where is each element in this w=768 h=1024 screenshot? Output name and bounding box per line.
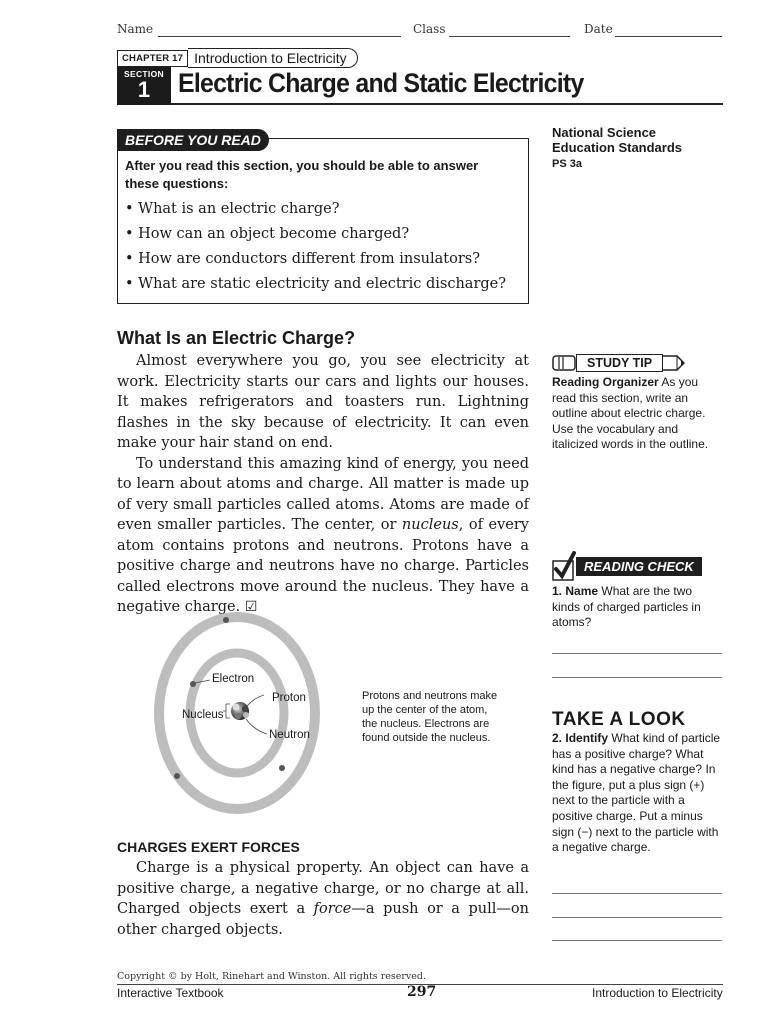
term-nucleus: nucleus: [401, 517, 459, 533]
paragraph-text: , of every atom contains protons and neutrons. Protons have a positive charge and neutrons have no charge. Particles called electrons move around the nucleus. They have a negative charge.: [117, 517, 529, 615]
question-item: • What are static electricity and electric discharge?: [125, 276, 507, 292]
question-item: • How can an object become charged?: [125, 226, 410, 242]
subheading: CHARGES EXERT FORCES: [117, 839, 300, 855]
label-neutron: Neutron: [269, 729, 310, 741]
standards-code: PS 3a: [552, 158, 582, 170]
paragraph-text: —a push or a pull—on other charged objects.: [117, 901, 529, 938]
pencil-eraser-icon: [552, 355, 576, 371]
footer-left: Interactive Textbook: [117, 986, 224, 1000]
chapter-title: Introduction to Electricity: [188, 48, 358, 68]
section-label: SECTION: [124, 69, 164, 79]
paragraph: [117, 858, 529, 940]
electron-dot: [174, 773, 180, 779]
chapter-tab: CHAPTER 17: [117, 50, 188, 67]
answer-line[interactable]: [552, 677, 722, 678]
section-badge: [117, 67, 171, 105]
electron-dot: [223, 617, 229, 623]
electron-dot: [190, 681, 196, 687]
label-electron: Electron: [212, 673, 255, 685]
before-you-read-box: [117, 132, 529, 304]
nucleus-icon: [231, 702, 249, 720]
date-field[interactable]: [615, 36, 722, 37]
before-you-read-tag: BEFORE YOU READ: [117, 129, 269, 151]
pencil-tip-icon: [663, 355, 685, 371]
question-text: What are the two kinds of charged particles in atoms?: [552, 584, 701, 630]
answer-line[interactable]: [552, 653, 722, 654]
class-field[interactable]: [449, 36, 570, 37]
question-lead: Name: [565, 584, 599, 598]
before-you-read-intro: After you read this section, you should be able to answer these questions:: [125, 158, 479, 191]
label-nucleus: Nucleus: [182, 709, 224, 721]
reading-check-tag: READING CHECK: [576, 557, 702, 576]
question-lead: Identify: [565, 731, 609, 745]
question-item: • What is an electric charge?: [125, 201, 340, 217]
question-number: 2.: [552, 731, 563, 745]
reading-check-marker-icon: ☑: [244, 599, 258, 615]
page-number: 297: [407, 984, 437, 1000]
electron-dot: [279, 765, 285, 771]
checkmark-icon: [552, 551, 576, 581]
question-text: What kind of particle has a positive charge? What kind has a negative charge? In the figure, put a plus sign (+) next to the particle with a positive charge. Put a minus sign (−) next to the particle with a negative charge.: [552, 731, 721, 855]
name-label: Name: [117, 22, 154, 36]
paragraph-text: Charge is a physical property. An object can have a positive charge, a negative charge, or no charge at all. Charged objects exert a: [117, 860, 529, 917]
take-a-look-question: [552, 731, 724, 856]
question-item: • How are conductors different from insulators?: [125, 251, 481, 267]
class-label: Class: [413, 22, 446, 36]
copyright: Copyright © by Holt, Rinehart and Winston. All rights reserved.: [117, 971, 426, 982]
paragraph-text: To understand this amazing kind of energy, you need to learn about atoms and charge. All matter is made up of very small particles called atoms. Atoms are made of even smaller particles. The center, or: [117, 455, 529, 533]
figure-caption: Protons and neutrons make up the center of the atom, the nucleus. Electrons are found outside the nucleus.: [362, 690, 498, 744]
question-number: 1.: [552, 584, 563, 598]
before-you-read-questions: [125, 197, 506, 297]
section-rule: [171, 103, 723, 105]
chapter-strip: [117, 48, 358, 68]
date-label: Date: [584, 22, 613, 36]
study-tip-body: As you read this section, write an outline about electric charge. Use the vocabulary and italicized words in the outline.: [552, 375, 709, 452]
standards-title: [552, 125, 682, 155]
section-title: Electric Charge and Static Electricity: [178, 68, 584, 98]
term-force: force: [313, 901, 352, 917]
reading-check-question: [552, 584, 722, 631]
footer-right: Introduction to Electricity: [592, 986, 723, 1000]
standards-title-line: Education Standards: [552, 140, 683, 155]
main-heading: What Is an Electric Charge?: [117, 328, 356, 348]
answer-line[interactable]: [552, 917, 722, 918]
name-field[interactable]: [158, 36, 401, 37]
main-body: [117, 351, 529, 618]
atom-diagram: [150, 608, 320, 818]
study-tip-lead: Reading Organizer: [552, 375, 659, 389]
answer-line[interactable]: [552, 940, 722, 941]
reading-check-header: [552, 551, 702, 581]
answer-line[interactable]: [552, 893, 722, 894]
paragraph: [117, 454, 529, 618]
study-tip-text: [552, 375, 722, 453]
study-tip-header: [552, 354, 685, 372]
standards-title-line: National Science: [552, 125, 657, 140]
section-number: 1: [137, 77, 151, 102]
label-proton: Proton: [272, 692, 306, 704]
study-tip-tag: STUDY TIP: [576, 354, 663, 372]
paragraph: Almost everywhere you go, you see electricity at work. Electricity starts our cars and lights our houses. It makes refrigerators and toasters run. Lightning flashes in the sky because of electricity. It can even make your hair stand on end.: [117, 353, 529, 451]
take-a-look-title: TAKE A LOOK: [552, 709, 686, 730]
forces-body: [117, 858, 529, 940]
